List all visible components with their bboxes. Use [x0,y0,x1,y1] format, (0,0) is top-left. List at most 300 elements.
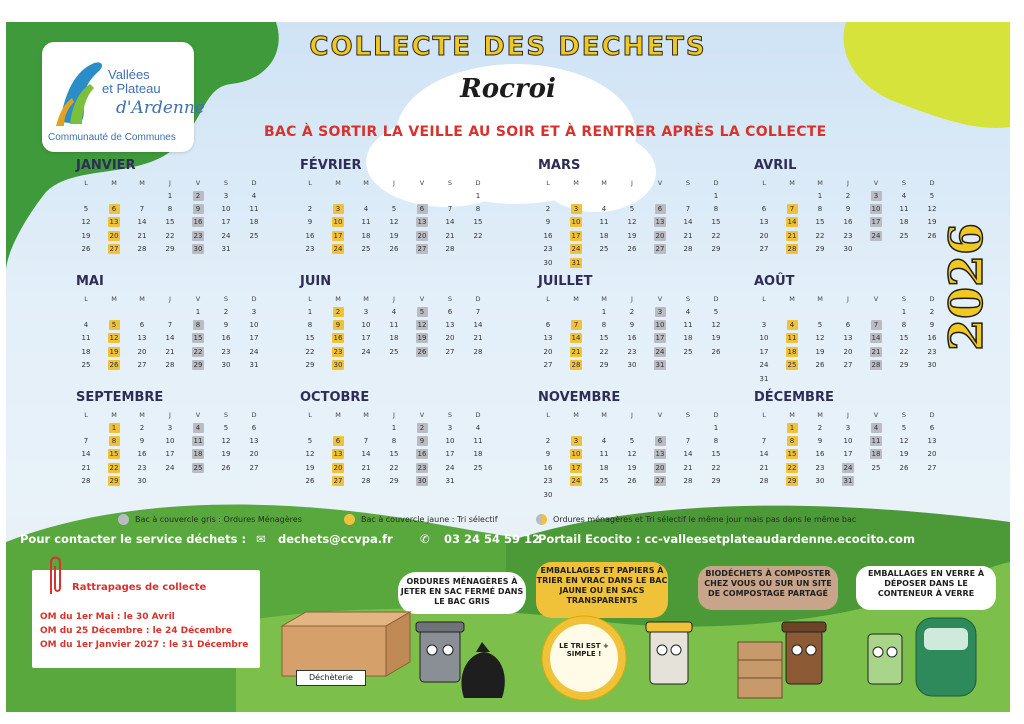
yellow-bin-icon [646,622,692,684]
day-cell: 16 [543,231,553,240]
day-cell: 4 [391,307,397,316]
day-cell: 3 [862,189,890,202]
day-cell: 1 [817,191,823,200]
day-cell: 2 [408,421,436,434]
weekday-header: M [111,179,117,187]
day-cell: 6 [929,423,935,432]
rattrapages-title: Rattrapages de collecte [72,582,207,593]
day-cell: 17 [445,450,455,459]
day-cell: 25 [599,245,609,254]
illustrations [6,22,1010,712]
day-cell: 27 [137,361,147,370]
weekday-header: D [475,411,481,419]
day-cell: 17 [333,231,343,240]
contact-email[interactable]: dechets@ccvpa.fr [278,532,393,546]
day-cell: 29 [899,361,909,370]
day-cell: 29 [305,361,315,370]
day-cell: 14 [445,218,455,227]
day-cell: 8 [475,205,481,214]
day-cell: 8 [713,205,719,214]
day-cell: 9 [629,321,635,330]
day-cell: 13 [843,334,853,343]
day-cell: 27 [417,245,427,254]
weekday-header: M [573,411,579,419]
day-cell: 7 [778,202,806,215]
green-bin-icon [868,634,902,684]
weekday-header: S [685,179,691,187]
day-cell: 24 [655,347,665,356]
weekday-header: S [223,295,229,303]
day-cell: 12 [389,218,399,227]
day-cell: 13 [759,218,769,227]
day-cell: 21 [137,231,147,240]
day-cell: 9 [223,321,229,330]
day-cell: 7 [83,437,89,446]
day-cell: 7 [761,437,767,446]
weekday-header: J [631,179,633,187]
day-cell: 13 [137,334,147,343]
day-cell: 17 [221,218,231,227]
weekday-header: D [475,179,481,187]
day-cell: 5 [307,437,313,446]
month-name: OCTOBRE [300,390,370,405]
day-cell: 22 [711,231,721,240]
day-cell: 29 [109,477,119,486]
day-cell: 5 [713,307,719,316]
weekday-header: J [169,411,171,419]
weekday-header: L [308,295,312,303]
day-cell: 26 [627,477,637,486]
contact-phone[interactable]: 03 24 54 59 12 [444,532,541,546]
weekday-header: J [847,411,849,419]
weekday-header: M [601,295,607,303]
day-cell: 20 [655,231,665,240]
day-cell: 18 [389,334,399,343]
day-cell: 19 [711,334,721,343]
day-cell: 16 [417,450,427,459]
day-cell: 13 [249,437,259,446]
day-cell: 15 [193,334,203,343]
weekday-header: J [169,295,171,303]
day-cell: 11 [249,205,259,214]
weekday-header: D [251,179,257,187]
day-cell: 18 [361,231,371,240]
day-cell: 6 [646,202,674,215]
day-cell: 19 [627,231,637,240]
day-cell: 22 [787,463,797,472]
day-cell: 22 [599,347,609,356]
day-cell: 1 [901,307,907,316]
day-cell: 25 [787,361,797,370]
day-cell: 1 [307,307,313,316]
day-cell: 20 [417,231,427,240]
legend-grey-label: Bac à couvercle gris : Ordures Ménagères [135,515,302,524]
weekday-header: M [335,179,341,187]
day-cell: 12 [305,450,315,459]
day-cell: 3 [324,202,352,215]
day-cell: 15 [165,218,175,227]
weekday-header: V [195,295,201,303]
day-cell: 21 [81,463,91,472]
day-cell: 3 [646,305,674,318]
day-cell: 12 [711,321,721,330]
city-name: Rocroi [460,74,556,104]
day-cell: 28 [81,477,91,486]
day-cell: 18 [473,450,483,459]
day-cell: 3 [223,191,229,200]
day-cell: 5 [83,205,89,214]
day-cell: 28 [759,477,769,486]
day-cell: 30 [137,477,147,486]
decheterie-sign: Déchèterie [296,670,366,686]
weekday-header: M [817,179,823,187]
day-cell: 20 [445,334,455,343]
weekday-header: M [817,411,823,419]
day-cell: 24 [445,463,455,472]
weekday-header: V [419,411,425,419]
day-cell: 31 [843,477,853,486]
day-cell: 20 [543,347,553,356]
day-cell: 2 [545,205,551,214]
day-cell: 19 [305,463,315,472]
day-cell: 6 [761,205,767,214]
day-cell: 19 [389,231,399,240]
day-cell: 6 [545,321,551,330]
day-cell: 16 [221,334,231,343]
weekday-header: J [847,179,849,187]
day-cell: 6 [646,434,674,447]
day-cell: 30 [221,361,231,370]
day-cell: 16 [815,450,825,459]
day-cell: 10 [445,437,455,446]
day-cell: 11 [787,334,797,343]
day-cell: 10 [759,334,769,343]
day-cell: 26 [305,477,315,486]
day-cell: 22 [193,347,203,356]
day-cell: 20 [655,463,665,472]
day-cell: 23 [543,477,553,486]
day-cell: 29 [389,477,399,486]
day-cell: 23 [815,463,825,472]
le-tri-badge-label: LE TRI EST + SIMPLE ! [559,642,609,658]
weekday-header: M [789,295,795,303]
weekday-header: M [139,411,145,419]
day-cell: 20 [249,450,259,459]
day-cell: 15 [599,334,609,343]
day-cell: 22 [165,231,175,240]
rattrapage-line: OM du 25 Décembre : le 24 Décembre [40,626,232,636]
month-name: AOÛT [754,274,795,289]
day-cell: 14 [473,321,483,330]
weekday-header: D [251,295,257,303]
day-cell: 11 [473,437,483,446]
weekday-header: M [363,179,369,187]
day-cell: 4 [862,421,890,434]
weekday-header: J [847,295,849,303]
day-cell: 27 [333,477,343,486]
day-cell: 17 [165,450,175,459]
weekday-header: L [84,411,88,419]
day-cell: 19 [417,334,427,343]
day-cell: 1 [195,307,201,316]
day-cell: 9 [307,218,313,227]
weekday-header: L [762,411,766,419]
contact-portal[interactable]: Portail Ecocito : cc-valleesetplateaudardenne.ecocito.com [538,532,915,546]
day-cell: 23 [137,463,147,472]
day-cell: 11 [81,334,91,343]
day-cell: 7 [862,318,890,331]
day-cell: 3 [363,307,369,316]
weekday-header: J [169,179,171,187]
poster [6,22,1010,712]
day-cell: 25 [899,231,909,240]
weekday-header: V [657,411,663,419]
day-cell: 11 [871,437,881,446]
day-cell: 17 [759,347,769,356]
day-cell: 1 [778,421,806,434]
weekday-header: L [308,179,312,187]
weekday-header: V [873,411,879,419]
weekday-header: S [901,411,907,419]
day-cell: 21 [683,231,693,240]
day-cell: 23 [843,231,853,240]
day-cell: 27 [655,477,665,486]
day-cell: 13 [109,218,119,227]
day-cell: 11 [389,321,399,330]
day-cell: 17 [249,334,259,343]
day-cell: 7 [447,205,453,214]
day-cell: 6 [408,202,436,215]
day-cell: 8 [391,437,397,446]
day-cell: 23 [221,347,231,356]
day-cell: 5 [100,318,128,331]
day-cell: 16 [333,334,343,343]
day-cell: 29 [711,245,721,254]
weekday-header: S [447,411,453,419]
year-text: 2026 [939,222,993,352]
day-cell: 11 [899,205,909,214]
day-cell: 4 [475,423,481,432]
brown-bin-icon [782,622,826,684]
day-cell: 15 [473,218,483,227]
day-cell: 28 [473,347,483,356]
day-cell: 17 [871,218,881,227]
day-cell: 25 [599,477,609,486]
day-cell: 28 [787,245,797,254]
tip-verre: EMBALLAGES EN VERRE À DÉPOSER DANS LE CONTENEUR À VERRE [856,566,996,610]
glass-container-icon [916,618,976,696]
weekday-header: L [762,179,766,187]
weekday-header: S [685,295,691,303]
weekday-header: M [139,295,145,303]
cardboard-boxes-icon [282,612,410,676]
day-cell: 30 [627,361,637,370]
day-cell: 24 [843,463,853,472]
day-cell: 24 [361,347,371,356]
day-cell: 4 [685,307,691,316]
weekday-header: D [713,411,719,419]
day-cell: 19 [899,450,909,459]
day-cell: 2 [545,437,551,446]
day-cell: 26 [627,245,637,254]
weekday-header: S [901,179,907,187]
weekday-header: D [713,295,719,303]
day-cell: 21 [787,231,797,240]
day-cell: 23 [927,347,937,356]
day-cell: 21 [165,347,175,356]
day-cell: 26 [389,245,399,254]
grey-bin-icon [416,622,464,682]
day-cell: 21 [871,347,881,356]
day-cell: 27 [109,245,119,254]
day-cell: 25 [249,231,259,240]
day-cell: 18 [249,218,259,227]
day-cell: 27 [445,347,455,356]
day-cell: 5 [408,305,436,318]
month-name: JUIN [300,274,332,289]
day-cell: 22 [305,347,315,356]
day-cell: 20 [109,231,119,240]
weekday-header: M [363,295,369,303]
day-cell: 25 [81,361,91,370]
day-cell: 11 [683,321,693,330]
day-cell: 18 [787,347,797,356]
day-cell: 26 [711,347,721,356]
day-cell: 18 [683,334,693,343]
day-cell: 21 [473,334,483,343]
weekday-header: V [873,179,879,187]
day-cell: 10 [333,218,343,227]
day-cell: 24 [249,347,259,356]
day-cell: 10 [249,321,259,330]
day-cell: 25 [389,347,399,356]
day-cell: 7 [685,205,691,214]
day-cell: 11 [599,450,609,459]
day-cell: 9 [408,434,436,447]
day-cell: 30 [543,258,553,267]
day-cell: 8 [778,434,806,447]
day-cell: 12 [627,218,637,227]
day-cell: 26 [815,361,825,370]
day-cell: 28 [361,477,371,486]
day-cell: 20 [137,347,147,356]
day-cell: 8 [100,434,128,447]
day-cell: 29 [711,477,721,486]
day-cell: 26 [109,361,119,370]
day-cell: 12 [417,321,427,330]
day-cell: 30 [193,245,203,254]
month-name: AVRIL [754,158,797,173]
day-cell: 23 [627,347,637,356]
day-cell: 25 [193,463,203,472]
day-cell: 31 [655,361,665,370]
day-cell: 27 [927,463,937,472]
day-cell: 5 [901,423,907,432]
day-cell: 22 [109,463,119,472]
weekday-header: M [573,179,579,187]
day-cell: 30 [843,245,853,254]
day-cell: 12 [221,437,231,446]
day-cell: 7 [475,307,481,316]
day-cell: 7 [167,321,173,330]
day-cell: 18 [599,231,609,240]
garbage-bag-icon [461,642,504,698]
day-cell: 18 [599,463,609,472]
weekday-header: L [308,411,312,419]
weekday-header: M [789,411,795,419]
day-cell: 22 [711,463,721,472]
day-cell: 6 [845,321,851,330]
weekday-header: S [223,179,229,187]
day-cell: 10 [655,321,665,330]
month-name: DÉCEMBRE [754,390,834,405]
month-name: SEPTEMBRE [76,390,164,405]
day-cell: 31 [445,477,455,486]
day-cell: 22 [389,463,399,472]
day-cell: 2 [929,307,935,316]
day-cell: 8 [167,205,173,214]
day-cell: 22 [899,347,909,356]
day-cell: 26 [221,463,231,472]
day-cell: 2 [324,305,352,318]
day-cell: 30 [333,361,343,370]
weekday-header: D [713,179,719,187]
day-cell: 14 [683,450,693,459]
month-name: JUILLET [538,274,593,289]
day-cell: 28 [571,361,581,370]
day-cell: 16 [193,218,203,227]
day-cell: 14 [871,334,881,343]
day-cell: 25 [683,347,693,356]
day-cell: 14 [787,218,797,227]
day-cell: 9 [545,450,551,459]
day-cell: 8 [601,321,607,330]
tip-om: ORDURES MÉNAGÈRES À JETER EN SAC FERMÉ DANS LE BAC GRIS [398,572,526,614]
day-cell: 18 [899,218,909,227]
day-cell: 17 [571,231,581,240]
day-cell: 28 [165,361,175,370]
day-cell: 31 [221,245,231,254]
weekday-header: D [475,295,481,303]
weekday-header: M [789,179,795,187]
weekday-header: V [419,179,425,187]
day-cell: 8 [901,321,907,330]
day-cell: 1 [713,191,719,200]
day-cell: 21 [445,231,455,240]
day-cell: 29 [165,245,175,254]
day-cell: 14 [683,218,693,227]
day-cell: 12 [81,218,91,227]
day-cell: 30 [815,477,825,486]
day-cell: 2 [184,189,212,202]
day-cell: 2 [629,307,635,316]
day-cell: 13 [417,218,427,227]
day-cell: 24 [571,477,581,486]
day-cell: 22 [815,231,825,240]
weekday-header: V [419,295,425,303]
weekday-header: M [573,295,579,303]
weekday-header: V [657,295,663,303]
day-cell: 19 [109,347,119,356]
day-cell: 8 [713,437,719,446]
day-cell: 15 [711,450,721,459]
day-cell: 6 [100,202,128,215]
day-cell: 9 [184,202,212,215]
day-cell: 31 [759,374,769,383]
day-cell: 23 [193,231,203,240]
month-name: NOVEMBRE [538,390,621,405]
day-cell: 18 [193,450,203,459]
